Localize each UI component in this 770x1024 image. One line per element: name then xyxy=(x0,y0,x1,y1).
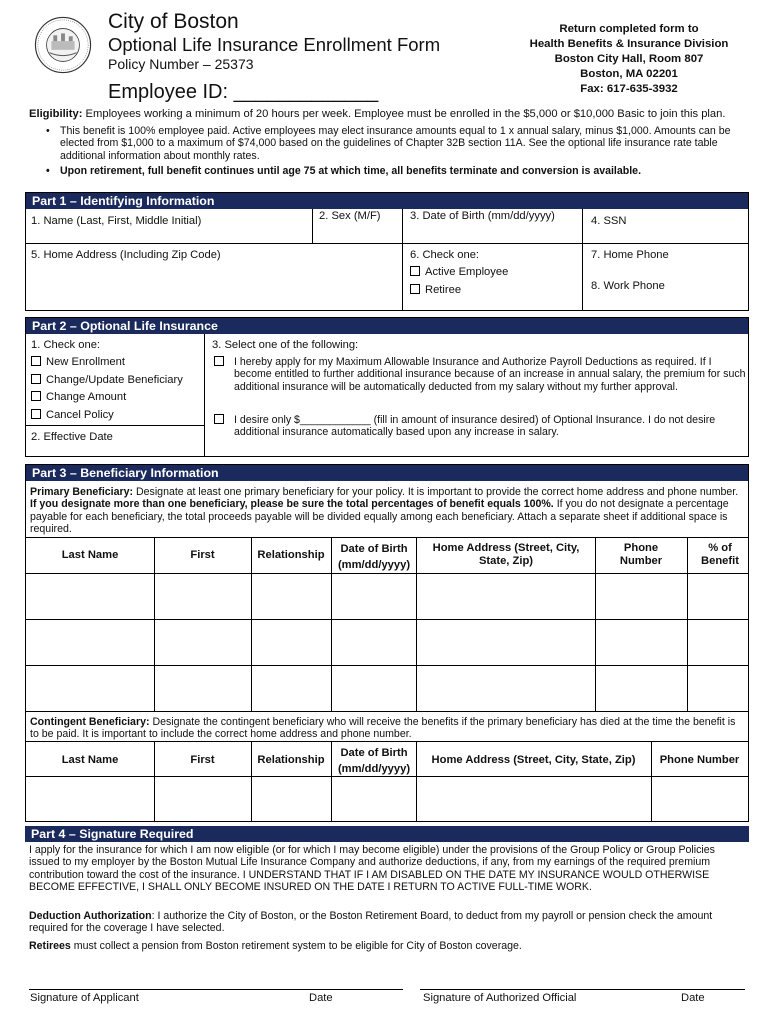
return-line: Fax: 617-635-3932 xyxy=(580,83,678,95)
eligibility-text xyxy=(29,108,751,121)
checkbox-icon[interactable] xyxy=(410,284,420,294)
ssn-field[interactable]: 4. SSN xyxy=(591,215,627,227)
checkbox-label: Change/Update Beneficiary xyxy=(46,374,183,386)
deduction-label: Deduction Authorization xyxy=(29,910,152,922)
contingent-text: Designate the contingent beneficiary who will receive the benefits if the primary beneficiary has died at the time the benefit is to be paid. It is important to include the correct home address and phone number. xyxy=(30,716,736,741)
col-relationship-2: Relationship xyxy=(257,754,325,766)
primary-text-2: If you do not designate a percentage payable for each beneficiary, the total proceeds payable will be divided equally among each beneficiary. Attach a separate sheet if additional space is required. xyxy=(30,498,729,536)
eligibility-bullet-1: • This benefit is 100% employee paid. Active employees may elect insurance amounts equal to 1 x annual salary, minus $1,000. Amounts can be elected from $1,000 to a maximum of $74,000 based on the guidelines of Chapter 32B section 11A. See the optional life insurance rate table additional information about monthly rates. xyxy=(46,125,731,162)
col-dob: Date of Birth (mm/dd/yyyy) xyxy=(337,543,411,571)
official-date-label: Date xyxy=(681,992,705,1004)
col-home-address: Home Address (Street, City, State, Zip) xyxy=(432,542,580,567)
home-address-field[interactable]: 5. Home Address (Including Zip Code) xyxy=(31,249,221,261)
bullet-text: Upon retirement, full benefit continues until age 75 at which time, all benefits terminate and conversion is available. xyxy=(60,165,642,177)
primary-bold-text: If you designate more than one beneficiary, please be sure the total percentages of benefit equals 100%. xyxy=(30,498,554,511)
max-insurance-checkbox[interactable] xyxy=(214,356,224,366)
primary-label: Primary Beneficiary: xyxy=(30,486,134,498)
select-option-label: 3. Select one of the following: xyxy=(212,339,359,351)
part3-section xyxy=(25,464,749,822)
col-home-address-2: Home Address (Street, City, State, Zip) xyxy=(431,754,636,766)
desired-amount-text: I desire only $____________ (fill in amount of insurance desired) of Optional Insurance. I do not desire additional insurance automatically based upon any increase in salary. xyxy=(234,414,716,439)
active-employee-checkbox[interactable] xyxy=(410,266,508,279)
part1-section xyxy=(25,192,749,311)
part1-heading: Part 1 – Identifying Information xyxy=(26,193,748,209)
contingent-label: Contingent Beneficiary: xyxy=(30,716,150,728)
primary-beneficiary-instructions xyxy=(30,486,746,536)
policy-number: Policy Number – 25373 xyxy=(108,56,254,72)
return-line: Return completed form to xyxy=(559,23,699,35)
col-relationship: Relationship xyxy=(257,549,325,561)
checkbox-label: Retiree xyxy=(425,284,462,296)
part2-heading: Part 2 – Optional Life Insurance xyxy=(26,318,748,334)
checkbox-icon[interactable] xyxy=(31,356,41,366)
contingent-beneficiary-instructions xyxy=(30,716,746,741)
work-phone-field[interactable]: 8. Work Phone xyxy=(591,280,665,292)
col-phone-2: Phone Number xyxy=(659,754,740,766)
checkbox-label: New Enrollment xyxy=(46,356,125,368)
change-amount-checkbox[interactable] xyxy=(31,391,126,404)
cancel-policy-checkbox[interactable] xyxy=(31,409,114,422)
change-beneficiary-checkbox[interactable] xyxy=(31,374,183,387)
form-title: City of Boston xyxy=(108,10,239,33)
checkbox-label: Active Employee xyxy=(425,266,509,278)
retirees-body: must collect a pension from Boston retirement system to be eligible for City of Boston coverage. xyxy=(70,940,522,952)
checkbox-label: Cancel Policy xyxy=(46,409,114,421)
part2-section xyxy=(25,317,749,457)
col-percent-benefit: % of Benefit xyxy=(701,542,739,567)
part4-section xyxy=(25,826,749,952)
city-seal-icon xyxy=(34,16,92,74)
part2-check-label: 1. Check one: xyxy=(31,339,101,351)
home-phone-field[interactable]: 7. Home Phone xyxy=(591,249,669,261)
return-address xyxy=(510,22,748,97)
eligibility-label: Eligibility: xyxy=(29,108,83,120)
deduction-body: : I authorize the City of Boston, or the Boston Retirement Board, to deduct from my payroll or pension check the amount required for the coverage I have selected. xyxy=(29,910,713,935)
name-field[interactable]: 1. Name (Last, First, Middle Initial) xyxy=(31,215,202,227)
col-last-name: Last Name xyxy=(61,549,119,561)
status-check-label: 6. Check one: xyxy=(410,249,480,261)
col-first-2: First xyxy=(190,754,215,766)
return-line: Boston, MA 02201 xyxy=(580,68,678,80)
retiree-checkbox[interactable] xyxy=(410,284,461,297)
eligibility-bullet-2: • Upon retirement, full benefit continues until age 75 at which time, all benefits terminate and conversion is available. xyxy=(46,165,642,177)
effective-date-field[interactable]: 2. Effective Date xyxy=(31,431,113,443)
checkbox-label: Change Amount xyxy=(46,391,127,403)
return-line: Boston City Hall, Room 807 xyxy=(554,53,704,65)
new-enrollment-checkbox[interactable] xyxy=(31,356,125,369)
deduction-authorization-text xyxy=(29,910,743,935)
col-phone: Phone Number xyxy=(619,542,663,567)
part3-heading: Part 3 – Beneficiary Information xyxy=(26,465,748,481)
sex-field[interactable]: 2. Sex (M/F) xyxy=(319,210,381,222)
col-first: First xyxy=(190,549,215,561)
return-line: Health Benefits & Insurance Division xyxy=(529,38,729,50)
desired-amount-checkbox[interactable] xyxy=(214,414,224,424)
col-last-name-2: Last Name xyxy=(61,754,119,766)
checkbox-icon[interactable] xyxy=(31,409,41,419)
dob-field[interactable]: 3. Date of Birth (mm/dd/yyyy) xyxy=(410,210,555,222)
part4-authorization-text: I apply for the insurance for which I am now eligible (or for which I may become eligible) under the provisions of the Group Policy or Group Policies issued to my employer by the Boston Mutual Life Insurance Company and authorize deductions, if any, from my earnings of the required premium contribution toward the cost of the insurance. I UNDERSTAND THAT IF I AM DISABLED ON THE DATE MY INSURANCE WOULD OTHERWISE BECOME EFFECTIVE, I SHALL ONLY BECOME INSURED ON THE DATE I RETURN TO ACTIVE FULL-TIME WORK. xyxy=(29,844,715,894)
applicant-signature-line[interactable] xyxy=(29,989,403,990)
col-dob-2: Date of Birth (mm/dd/yyyy) xyxy=(337,747,411,775)
primary-text: Designate at least one primary beneficiary for your policy. It is important to provide the correct home address and phone number. xyxy=(133,486,739,498)
checkbox-icon[interactable] xyxy=(31,374,41,384)
checkbox-icon[interactable] xyxy=(31,391,41,401)
applicant-date-label: Date xyxy=(309,992,333,1004)
checkbox-icon[interactable] xyxy=(410,266,420,276)
form-subtitle: Optional Life Insurance Enrollment Form xyxy=(108,34,441,55)
employee-id-field[interactable]: Employee ID: _____________ xyxy=(108,81,379,103)
applicant-signature-label: Signature of Applicant xyxy=(30,992,139,1004)
official-signature-label: Signature of Authorized Official xyxy=(423,992,577,1004)
max-insurance-text: I hereby apply for my Maximum Allowable Insurance and Authorize Payroll Deductions as required. If I become entitled to further additional insurance because of an increase in annual salary, the premium for such additional insurance will be automatically deducted from my salary without my further approval. xyxy=(234,356,746,393)
retirees-note xyxy=(29,940,743,952)
eligibility-body: Employees working a minimum of 20 hours per week. Employee must be enrolled in the $5,000 or $10,000 Basic to join this plan. xyxy=(82,108,726,120)
bullet-text: This benefit is 100% employee paid. Active employees may elect insurance amounts equal to 1 x annual salary, minus $1,000. Amounts can be elected from $1,000 to a maximum of $74,000 based on the guidelines of Chapter 32B section 11A. See the optional life insurance rate table additional information about monthly rates. xyxy=(60,125,731,162)
part4-heading: Part 4 – Signature Required xyxy=(25,826,749,842)
retirees-label: Retirees xyxy=(29,940,71,952)
official-signature-line[interactable] xyxy=(420,989,745,990)
